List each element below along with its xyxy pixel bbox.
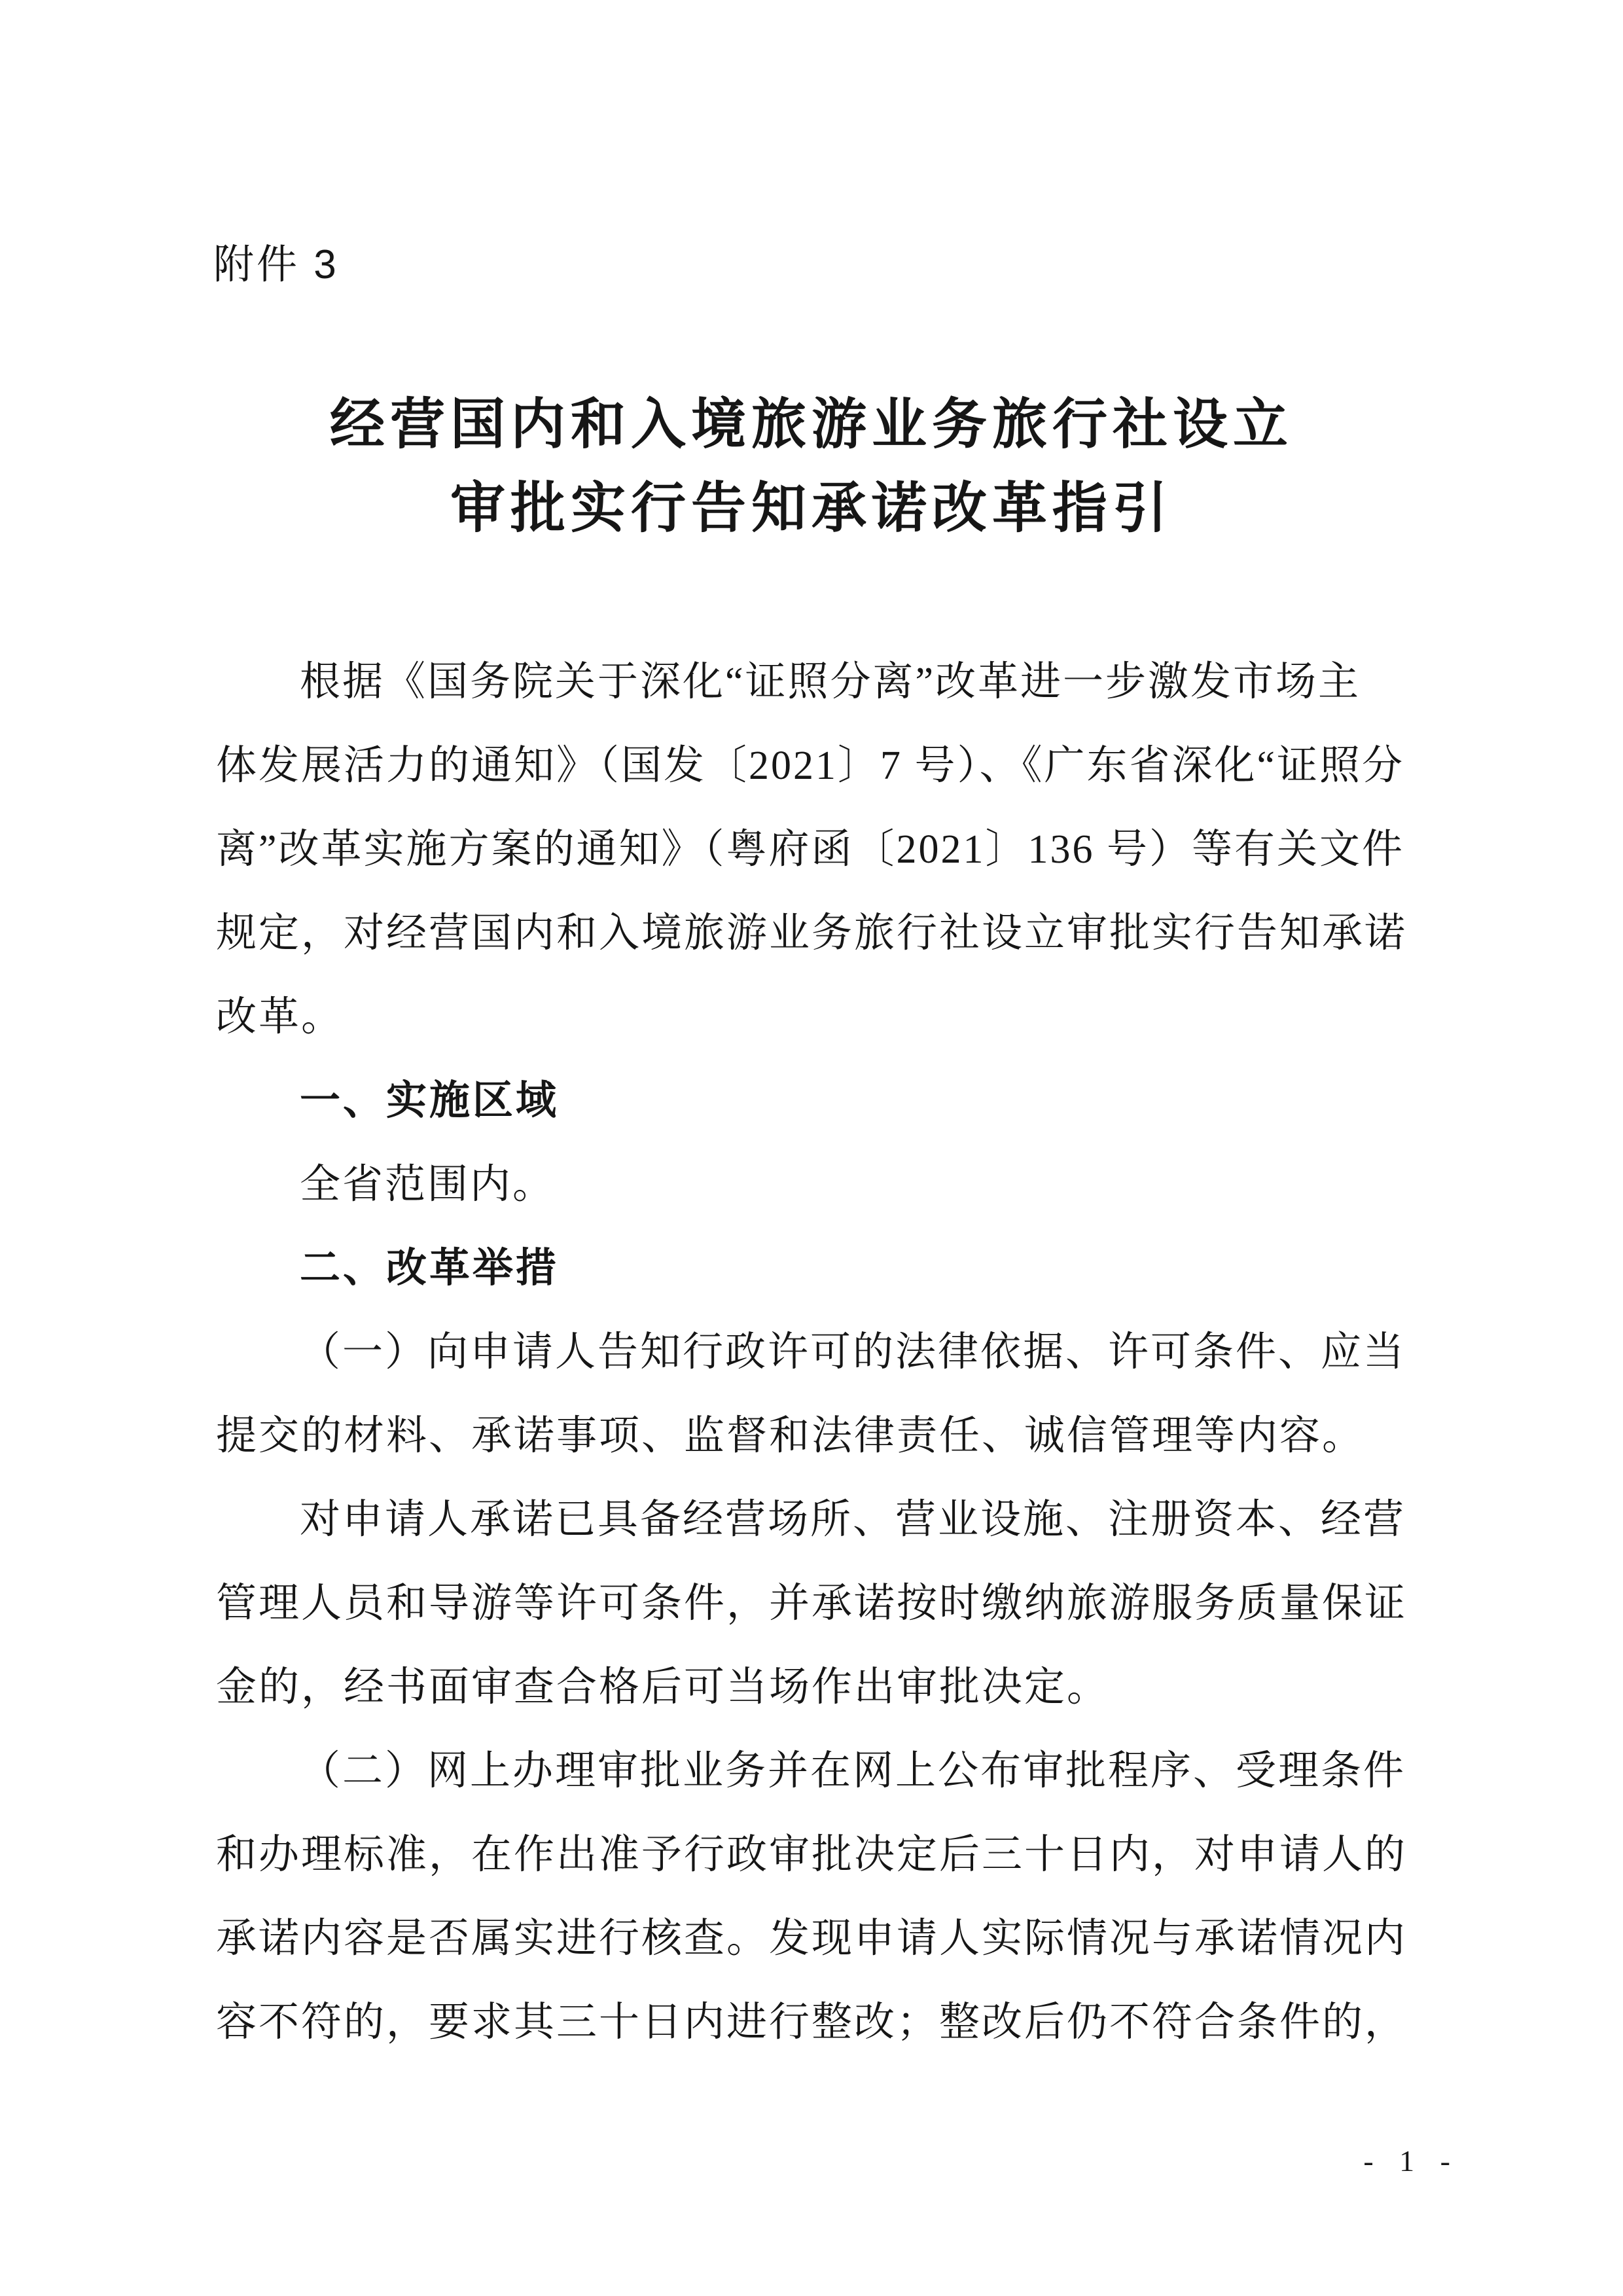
page-number: - 1 - [1363, 2144, 1459, 2178]
body-line: 和办理标准，在作出准予行政审批决定后三十日内，对申请人的 [216, 1833, 1408, 1877]
document-title-line-2: 审批实行告知承诺改革指引 [450, 478, 1173, 539]
body-line: 规定，对经营国内和入境旅游业务旅行社设立审批实行告知承诺 [216, 911, 1408, 956]
body-line: 离”改革实施方案的通知》（粤府函〔2021〕136 号）等有关文件 [216, 827, 1405, 872]
body-line: 体发展活力的通知》（国发〔2021〕7 号）、《广东省深化“证照分 [216, 744, 1405, 788]
attachment-label: 附件 3 [213, 242, 339, 287]
body-line: 对申请人承诺已具备经营场所、营业设施、注册资本、经营 [300, 1498, 1406, 1542]
body-line: （一）向申请人告知行政许可的法律依据、许可条件、应当 [300, 1330, 1406, 1374]
body-line: 提交的材料、承诺事项、监督和法律责任、诚信管理等内容。 [216, 1414, 1365, 1458]
body-line: 管理人员和导游等许可条件，并承诺按时缴纳旅游服务质量保证 [216, 1581, 1408, 1626]
body-line: 改革。 [216, 995, 344, 1039]
body-line: 承诺内容是否属实进行核查。发现申请人实际情况与承诺情况内 [216, 1916, 1408, 1961]
document-body [216, 640, 1410, 2064]
body-line: （二）网上办理审批业务并在网上公布审批程序、受理条件 [300, 1749, 1406, 1793]
document-title-line-1: 经营国内和入境旅游业务旅行社设立 [329, 395, 1293, 456]
body-line: 容不符的，要求其三十日内进行整改；整改后仍不符合条件的， [216, 2000, 1408, 2045]
section-heading-1: 一、实施区域 [300, 1078, 560, 1123]
body-line: 全省范围内。 [300, 1162, 556, 1207]
section-heading-2: 二、改革举措 [300, 1246, 560, 1291]
body-line: 金的，经书面审查合格后可当场作出审批决定。 [216, 1665, 1110, 1710]
body-line: 根据《国务院关于深化“证照分离”改革进一步激发市场主 [300, 660, 1361, 704]
document-title [0, 384, 1623, 551]
